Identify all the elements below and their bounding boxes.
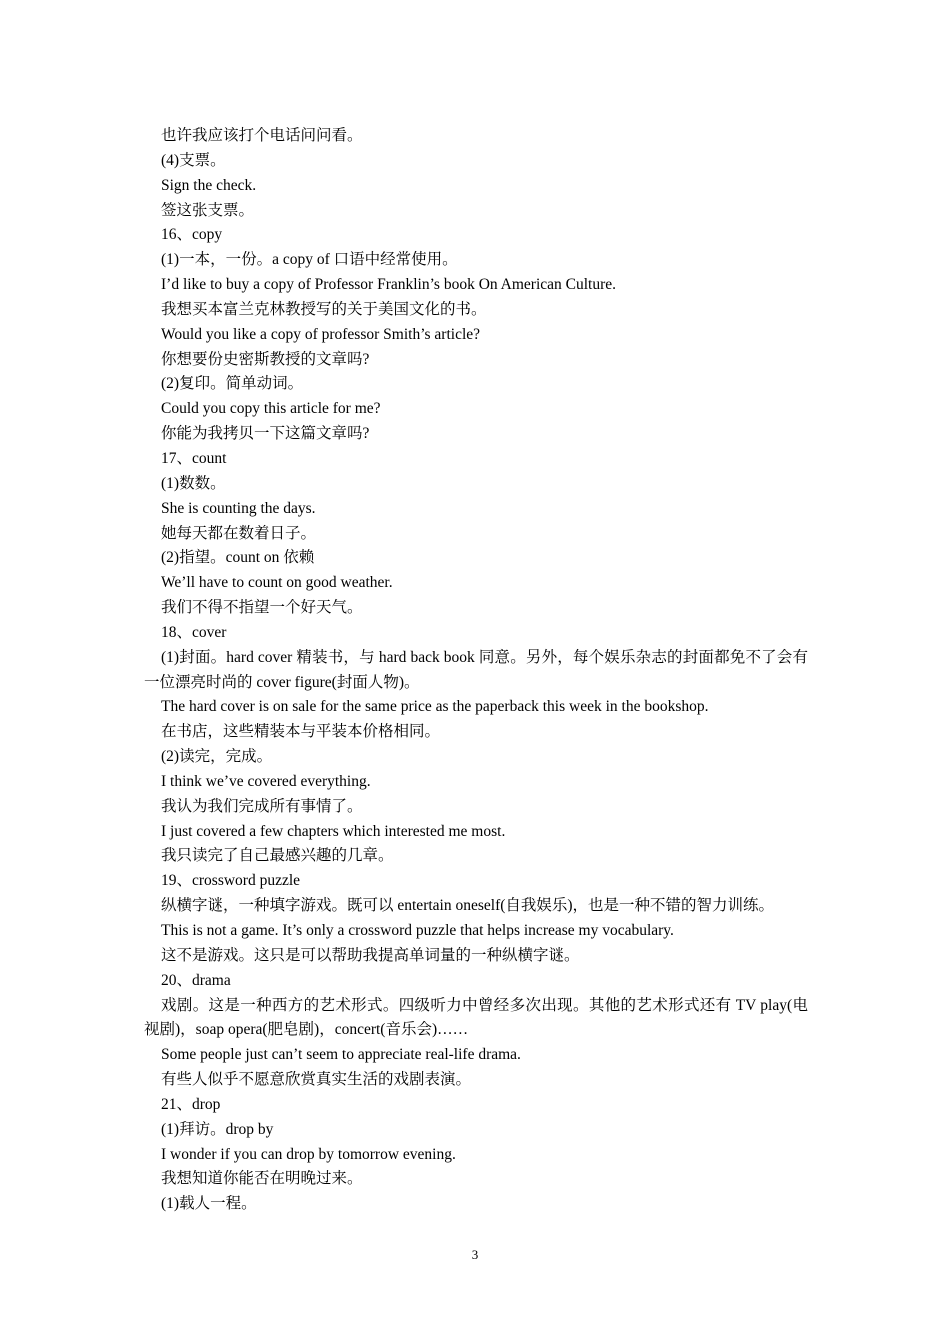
text-line: (1)数数。 xyxy=(161,474,226,492)
text-line: (2)指望。count on 依赖 xyxy=(161,549,315,567)
text-line: 我想知道你能否在明晚过来。 xyxy=(161,1170,363,1188)
text-line: She is counting the days. xyxy=(161,499,316,517)
text-line: 签这张支票。 xyxy=(161,201,255,219)
text-line: Some people just can’t seem to appreciate real-life drama. xyxy=(161,1046,521,1064)
paragraph-drama: 戏剧。这是一种西方的艺术形式。四级听力中曾经多次出现。其他的艺术形式还有 TV play(电视剧)，soap opera(肥皂剧)，concert(音乐会)…… xyxy=(144,996,808,1039)
text-line: (1)一本，一份。a copy of 口语中经常使用。 xyxy=(161,251,458,269)
text-line: 纵横字谜，一种填字游戏。既可以 entertain oneself(自我娱乐)，也是一种不错的智力训练。 xyxy=(161,897,775,915)
text-line: The hard cover is on sale for the same price as the paperback this week in the bookshop. xyxy=(161,698,709,716)
text-line: 我认为我们完成所有事情了。 xyxy=(161,797,363,815)
text-line: 也许我应该打个电话问问看。 xyxy=(161,127,363,144)
text-line: I wonder if you can drop by tomorrow evening. xyxy=(161,1145,456,1163)
text-line: (1)载人一程。 xyxy=(161,1195,257,1213)
entry-heading-copy: 16、copy xyxy=(161,226,223,244)
page-body xyxy=(144,124,808,1217)
text-line: Could you copy this article for me? xyxy=(161,400,381,418)
text-line: Would you like a copy of professor Smith’s article? xyxy=(161,325,481,343)
entry-heading-crossword: 19、crossword puzzle xyxy=(161,872,301,890)
text-line: (4)支票。 xyxy=(161,151,226,169)
text-line: 这不是游戏。这只是可以帮助我提高单词量的一种纵横字谜。 xyxy=(161,946,580,964)
text-line: (2)复印。简单动词。 xyxy=(161,375,304,393)
text-line: I think we’ve covered everything. xyxy=(161,772,371,790)
entry-heading-drama: 20、drama xyxy=(161,971,231,989)
text-line: 你能为我拷贝一下这篇文章吗? xyxy=(161,425,370,443)
text-line: 在书店，这些精装本与平装本价格相同。 xyxy=(161,723,441,741)
text-line: 有些人似乎不愿意欣赏真实生活的戏剧表演。 xyxy=(161,1071,472,1089)
text-line: Sign the check. xyxy=(161,176,257,194)
text-line: I just covered a few chapters which interested me most. xyxy=(161,822,506,840)
text-line: I’d like to buy a copy of Professor Franklin’s book On American Culture. xyxy=(161,276,617,294)
entry-heading-drop: 21、drop xyxy=(161,1095,221,1113)
text-line: 我想买本富兰克林教授写的关于美国文化的书。 xyxy=(161,300,487,318)
text-line: 她每天都在数着日子。 xyxy=(161,524,317,542)
paragraph-cover: (1)封面。hard cover 精装书，与 hard back book 同意。另外，每个娱乐杂志的封面都免不了会有一位漂亮时尚的 cover figure(封面人物)。 xyxy=(144,648,808,691)
text-line: We’ll have to count on good weather. xyxy=(161,574,393,592)
text-line: This is not a game. It’s only a crossword puzzle that helps increase my vocabulary. xyxy=(161,922,674,939)
text-line: (2)读完，完成。 xyxy=(161,748,273,766)
text-line: 我们不得不指望一个好天气。 xyxy=(161,599,363,617)
text-line: 你想要份史密斯教授的文章吗? xyxy=(161,350,370,368)
page-number: 3 xyxy=(471,1247,479,1262)
entry-heading-cover: 18、cover xyxy=(161,623,227,641)
text-line: 我只读完了自己最感兴趣的几章。 xyxy=(161,847,394,865)
entry-heading-count: 17、count xyxy=(161,449,227,467)
text-line: (1)拜访。drop by xyxy=(161,1120,274,1138)
